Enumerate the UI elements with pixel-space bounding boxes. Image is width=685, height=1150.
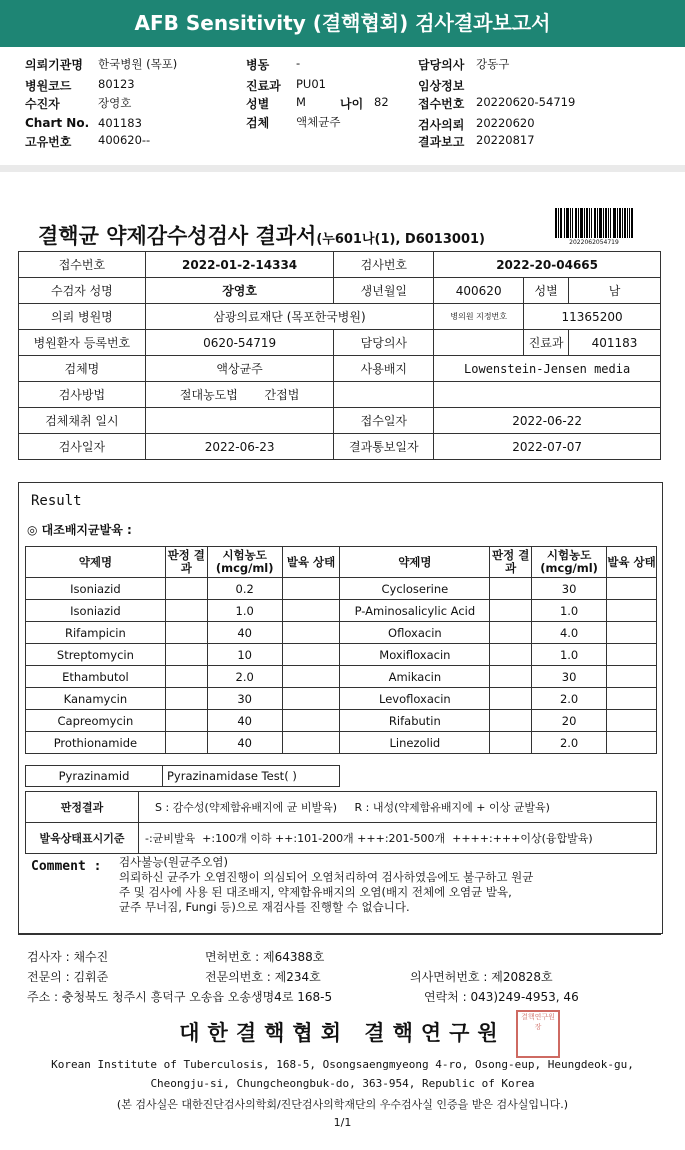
certification-note: (본 검사실은 대한진단검사의학회/진단검사의학재단의 우수검사실 인증을 받은 검사실입니다.) [116, 1098, 569, 1111]
col-header: 시험농도 (mcg/ml) [207, 547, 282, 578]
cell-method [145, 382, 334, 408]
specimen-info-table [18, 251, 661, 460]
growth-status [607, 732, 657, 754]
cell-label: 접수일자 [334, 408, 434, 434]
growth-status [607, 644, 657, 666]
barcode-number: 2022062054719 [569, 239, 619, 246]
seal-stamp [516, 1010, 560, 1058]
drug-name: Isoniazid [26, 578, 166, 600]
growth-status [607, 710, 657, 732]
test-concentration: 1.0 [532, 600, 607, 622]
label-ward: 병동 [246, 58, 270, 72]
cell-label: 검사일자 [19, 434, 146, 460]
value-department: PU01 [296, 77, 326, 91]
cell-specimen: 액상균주 [145, 356, 334, 382]
test-concentration: 40 [207, 710, 282, 732]
cell-label: 담당의사 [334, 330, 434, 356]
judge-result [490, 644, 532, 666]
test-concentration: 40 [207, 732, 282, 754]
drug-name: P-Aminosalicylic Acid [340, 600, 490, 622]
col-header: 판정 결과 [165, 547, 207, 578]
value-ward: - [296, 56, 301, 70]
drug-name: Amikacin [340, 666, 490, 688]
drug-table-body [26, 578, 657, 754]
cell-label: 검체채취 일시 [19, 408, 146, 434]
report-title: AFB Sensitivity (결핵협회) 검사결과보고서 [134, 11, 551, 35]
page-number: 1/1 [333, 1116, 352, 1129]
specialist: 전문의 : 김휘준 [27, 970, 109, 984]
table-row [26, 766, 340, 787]
judge-result [165, 732, 207, 754]
judge-result [490, 600, 532, 622]
comment-label: Comment : [31, 859, 102, 874]
table-row [26, 792, 657, 823]
value-institution: 한국병원 (목포) [98, 57, 178, 71]
growth-status [607, 688, 657, 710]
cell-label: 병의원 지정번호 [434, 304, 524, 330]
table-row [26, 710, 657, 732]
judge-label: 판정결과 [26, 792, 139, 823]
label-chart-no: Chart No. [25, 116, 90, 130]
cell-label: 검체명 [19, 356, 146, 382]
drug-name: Isoniazid [26, 600, 166, 622]
table-row [26, 688, 657, 710]
drug-name: Prothionamide [26, 732, 166, 754]
cell-medium: Lowenstein-Jensen media [434, 356, 661, 382]
cell-birth: 400620 [434, 278, 524, 304]
seal-text: 결핵연구원장 [521, 1013, 555, 1031]
drug-name: Ethambutol [26, 666, 166, 688]
col-header: 약제명 [26, 547, 166, 578]
test-concentration: 30 [532, 666, 607, 688]
pyrazinamidase-test: Pyrazinamidase Test( ) [163, 766, 340, 787]
address-english-1: Korean Institute of Tuberculosis, 168-5, Osongsaengmyeong 4-ro, Osong-eup, Heungdeok-gu, [51, 1058, 634, 1071]
cell-test-date: 2022-06-23 [145, 434, 334, 460]
label-institution: 의뢰기관명 [25, 58, 83, 72]
judge-result [490, 622, 532, 644]
pyrazinamid-label: Pyrazinamid [26, 766, 163, 787]
value-age: 82 [374, 95, 389, 109]
legend-table [25, 791, 657, 854]
cell-label: 검사방법 [19, 382, 146, 408]
table-row [26, 622, 657, 644]
pyrazinamid-table [25, 765, 340, 787]
growth-label: 발육상태표시기준 [26, 823, 139, 854]
growth-status [282, 578, 340, 600]
growth-status [282, 732, 340, 754]
test-concentration: 1.0 [207, 600, 282, 622]
patient-header [0, 47, 685, 165]
table-row [19, 304, 661, 330]
separator [0, 165, 685, 172]
label-doctor: 담당의사 [418, 58, 465, 72]
judge-result [490, 732, 532, 754]
organization-name: 대한결핵협회 결핵연구원 [179, 1021, 506, 1045]
label-specimen: 검체 [246, 116, 270, 130]
judge-result [165, 600, 207, 622]
divider [18, 934, 661, 935]
method-2: 간접법 [264, 388, 300, 402]
test-concentration: 30 [532, 578, 607, 600]
cell-label: 접수번호 [19, 252, 146, 278]
report-title-bar [0, 0, 685, 47]
table-row [26, 732, 657, 754]
value-sex: M [296, 95, 306, 109]
judge-result [490, 578, 532, 600]
doctor-license: 의사면허번호 : 제20828호 [410, 970, 553, 984]
judge-result [490, 666, 532, 688]
barcode [555, 208, 633, 238]
cell-label: 진료과 [524, 330, 569, 356]
control-growth-label: ◎ 대조배지균발육 : [27, 523, 132, 537]
result-label: Result [31, 493, 82, 509]
label-sex: 성별 [246, 97, 270, 111]
cell-doctor [434, 330, 524, 356]
value-hospital-code: 80123 [98, 77, 135, 91]
table-row [26, 578, 657, 600]
growth-status [607, 578, 657, 600]
growth-status [607, 600, 657, 622]
address-english-2: Cheongju-si, Chungcheongbuk-do, 363-954, Republic of Korea [150, 1077, 535, 1090]
license-no: 면허번호 : 제64388호 [205, 950, 325, 964]
label-hospital-code: 병원코드 [25, 79, 72, 93]
cell-label: 수검자 성명 [19, 278, 146, 304]
table-row [19, 330, 661, 356]
drug-name: Levofloxacin [340, 688, 490, 710]
growth-status [607, 666, 657, 688]
test-concentration: 40 [207, 622, 282, 644]
growth-status [282, 622, 340, 644]
cell-receipt-no: 2022-01-2-14334 [145, 252, 334, 278]
table-row [26, 823, 657, 854]
cell-reg: 0620-54719 [145, 330, 334, 356]
table-row [26, 600, 657, 622]
result-box [18, 482, 663, 934]
value-unique-no: 400620-- [98, 133, 151, 147]
test-concentration: 10 [207, 644, 282, 666]
drug-name: Rifabutin [340, 710, 490, 732]
test-concentration: 2.0 [207, 666, 282, 688]
cell-label: 의뢰 병원명 [19, 304, 146, 330]
cell-label: 검사번호 [334, 252, 434, 278]
label-clinical-info: 임상정보 [418, 79, 465, 93]
value-doctor: 강동구 [476, 57, 510, 71]
cell-sex: 남 [569, 278, 661, 304]
table-row [19, 434, 661, 460]
test-concentration: 1.0 [532, 644, 607, 666]
cell-hospital: 삼광의료재단 (목포한국병원) [145, 304, 433, 330]
cell-test-no: 2022-20-04665 [434, 252, 661, 278]
table-header-row [26, 547, 657, 578]
drug-name: Kanamycin [26, 688, 166, 710]
address: 주소 : 충청북도 청주시 흥덕구 오송읍 오송생명4로 168-5 [27, 990, 333, 1004]
drug-name: Streptomycin [26, 644, 166, 666]
test-concentration: 0.2 [207, 578, 282, 600]
document-title [38, 220, 485, 250]
table-row [26, 644, 657, 666]
cell-notify: 2022-07-07 [434, 434, 661, 460]
cell-label: 사용배지 [334, 356, 434, 382]
table-row [19, 408, 661, 434]
test-concentration: 2.0 [532, 732, 607, 754]
specialist-no: 전문의번호 : 제234호 [205, 970, 321, 984]
test-concentration: 20 [532, 710, 607, 732]
cell-hosp-designation: 11365200 [524, 304, 661, 330]
growth-text: -:균비발육 +:100개 이하 ++:101-200개 +++:201-500개 ++++:+++이상(융합발육) [139, 823, 657, 854]
contact: 연락처 : 043)249-4953, 46 [424, 990, 579, 1004]
comment-text [119, 855, 649, 915]
value-patient: 장영호 [98, 96, 132, 110]
cell-collect [145, 408, 334, 434]
growth-status [282, 600, 340, 622]
judge-text: S : 감수성(약제함유배지에 균 비발육) R : 내성(약제함유배지에 + 이상 균발육) [139, 792, 657, 823]
judge-result [165, 666, 207, 688]
test-concentration: 2.0 [532, 688, 607, 710]
cell-accept: 2022-06-22 [434, 408, 661, 434]
drug-name: Linezolid [340, 732, 490, 754]
col-header: 시험농도 (mcg/ml) [532, 547, 607, 578]
label-department: 진료과 [246, 79, 281, 93]
comment-line: 균주 무너짐, Fungi 등)으로 재검사를 진행할 수 없습니다. [119, 900, 410, 914]
test-concentration: 30 [207, 688, 282, 710]
drug-table [25, 546, 657, 754]
table-row [26, 666, 657, 688]
comment-line: 주 및 검사에 사용 된 대조배지, 약제함유배지의 오염(배지 전체에 오염균 발육, [119, 885, 512, 899]
label-request-date: 검사의뢰 [418, 118, 465, 132]
judge-result [490, 688, 532, 710]
tester: 검사자 : 채수진 [27, 950, 109, 964]
document-title-text: 결핵균 약제감수성검사 결과서 [38, 224, 317, 248]
method-1: 절대농도법 [179, 388, 238, 402]
cell-empty [334, 382, 434, 408]
label-patient: 수진자 [25, 97, 60, 111]
col-header: 발육 상태 [282, 547, 340, 578]
label-unique-no: 고유번호 [25, 135, 72, 149]
test-concentration: 4.0 [532, 622, 607, 644]
col-header: 발육 상태 [607, 547, 657, 578]
cell-label: 병원환자 등록번호 [19, 330, 146, 356]
growth-status [282, 644, 340, 666]
cell-dept: 401183 [569, 330, 661, 356]
value-report-date: 20220817 [476, 133, 535, 147]
value-request-date: 20220620 [476, 116, 535, 130]
cell-label: 생년월일 [334, 278, 434, 304]
growth-status [282, 688, 340, 710]
cell-label: 성별 [524, 278, 569, 304]
growth-status [282, 710, 340, 732]
comment-line: 검사불능(원균주오염) [119, 855, 228, 869]
value-receipt-no: 20220620-54719 [476, 95, 576, 109]
value-chart-no: 401183 [98, 116, 142, 130]
judge-result [165, 710, 207, 732]
table-row [19, 278, 661, 304]
cell-name: 장영호 [145, 278, 334, 304]
drug-name: Ofloxacin [340, 622, 490, 644]
growth-status [282, 666, 340, 688]
cell-label: 결과통보일자 [334, 434, 434, 460]
growth-status [607, 622, 657, 644]
table-row [19, 382, 661, 408]
label-report-date: 결과보고 [418, 135, 465, 149]
table-row [19, 356, 661, 382]
label-age: 나이 [340, 97, 364, 111]
comment-line: 의뢰하신 균주가 오염진행이 의심되어 오염처리하여 검사하였음에도 불구하고 원균 [119, 870, 534, 884]
drug-name: Rifampicin [26, 622, 166, 644]
cell-empty [434, 382, 661, 408]
judge-result [490, 710, 532, 732]
drug-name: Cycloserine [340, 578, 490, 600]
table-row [19, 252, 661, 278]
document-title-sub: (누601나(1), D6013001) [316, 232, 485, 247]
judge-result [165, 622, 207, 644]
col-header: 약제명 [340, 547, 490, 578]
report-document [0, 172, 685, 1150]
judge-result [165, 578, 207, 600]
drug-name: Capreomycin [26, 710, 166, 732]
value-specimen: 액체균주 [296, 115, 341, 129]
judge-result [165, 644, 207, 666]
drug-name: Moxifloxacin [340, 644, 490, 666]
judge-result [165, 688, 207, 710]
col-header: 판정 결과 [490, 547, 532, 578]
label-receipt-no: 접수번호 [418, 97, 465, 111]
